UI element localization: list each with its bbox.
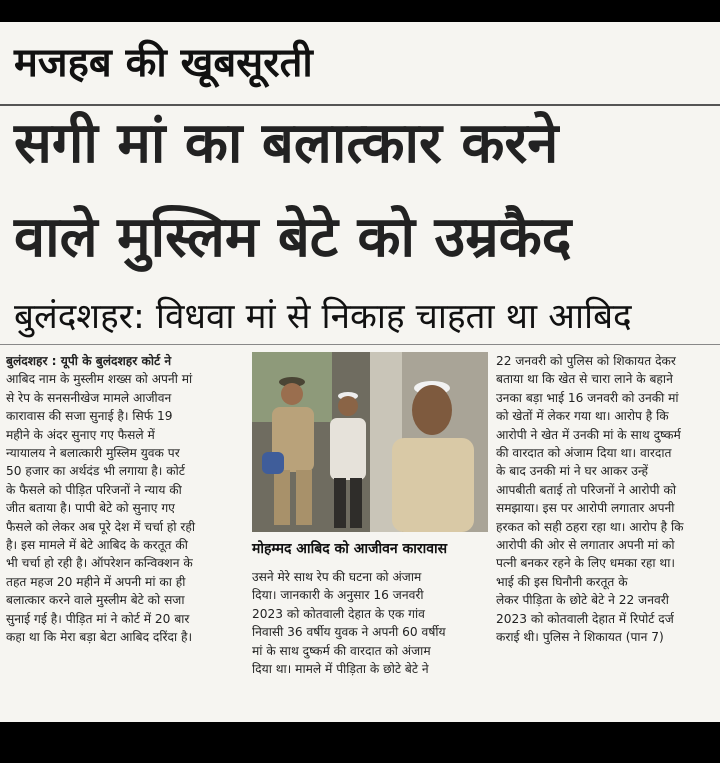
text-line: दिया। जानकारी के अनुसार 16 जनवरी: [252, 588, 424, 603]
text-line: निवासी 36 वर्षीय युवक ने अपनी 60 वर्षीय: [252, 625, 446, 640]
text-line: आपबीती बताई तो परिजनों ने आरोपी को: [496, 482, 676, 497]
subheadline: बुलंदशहर: विधवा मां से निकाह चाहता था आबिद: [14, 297, 632, 337]
kicker-title: मजहब की खूबसूरती: [14, 40, 313, 86]
text-line: 22 जनवरी को पुलिस को शिकायत देकर: [496, 354, 676, 368]
headline-line-1: सगी मां का बलात्कार करने: [14, 111, 559, 176]
text-line: है। इस मामले में बेटे आबिद के करतूत की: [6, 538, 188, 553]
text-line: लेकर पीड़िता के छोटे बेटे ने 22 जनवरी: [496, 593, 669, 608]
text-line: से रेप के सनसनीखेज मामले आजीवन: [6, 390, 172, 405]
text-line: 2023 को कोतवाली देहात में रिपोर्ट दर्ज: [496, 611, 674, 626]
text-line: कराई थी। पुलिस ने शिकायत (पान 7): [496, 630, 664, 645]
text-line: हरकत को सही ठहरा रहा था। आरोप है कि: [496, 519, 684, 534]
text-line: आरोपी ने खेत में उनकी मां के साथ दुष्कर्म: [496, 427, 681, 442]
text-line: जीत बताया है। पापी बेटे को सुनाए गए: [6, 501, 175, 516]
headline-line-2: वाले मुस्लिम बेटे को उम्रकैद: [14, 205, 572, 270]
text-line: कारावास की सजा सुनाई है। सिर्फ 19: [6, 409, 173, 424]
text-line: बुलंदशहर : यूपी के बुलंदशहर कोर्ट ने: [6, 354, 172, 368]
text-line: पत्नी बनकर रहने के लिए धमका रहा था।: [496, 556, 675, 571]
text-line: सुनाई गई है। पीड़ित मां ने कोर्ट में 20 बार: [6, 611, 190, 626]
text-line: बलात्कार करने वाले मुस्लीम बेटे को सजा: [6, 593, 185, 608]
text-line: 50 हजार का अर्थदंड भी लगाया है। कोर्ट: [6, 464, 185, 479]
news-photo: [252, 352, 488, 532]
text-line: दिया था। मामले में पीड़िता के छोटे बेटे ने: [252, 662, 429, 677]
text-line: उनका बड़ा भाई 16 जनवरी को उनकी मां: [496, 390, 679, 405]
article-column-3: [496, 352, 714, 647]
text-line: समझाया। इस पर आरोपी लगातार अपनी: [496, 501, 675, 516]
text-line: भाई की इस घिनौनी करतूत के: [496, 574, 628, 589]
newspaper-clipping: [0, 22, 720, 722]
text-line: फैसले को लेकर अब पूरे देश में चर्चा हो रही: [6, 519, 195, 534]
text-line: 2023 को कोतवाली देहात के एक गांव: [252, 606, 425, 621]
text-line: के फैसले को पीड़ित परिजनों ने न्याय की: [6, 482, 182, 497]
text-line: उसने मेरे साथ रेप की घटना को अंजाम: [252, 570, 422, 584]
text-line: मां के साथ दुष्कर्म की वारदात को अंजाम: [252, 643, 431, 658]
text-line: आरोपी की ओर से लगातार अपनी मां को: [496, 538, 675, 553]
article-column-2: [252, 568, 488, 678]
photo-illustration: [252, 352, 488, 532]
text-line: तहत महज 20 महीने में अपनी मां का ही: [6, 574, 186, 589]
text-line: को खेतों में लेकर गया था। आरोप है कि: [496, 409, 669, 424]
text-line: की वारदात को अंजाम दिया था। वारदात: [496, 446, 672, 461]
text-line: महीने के अंदर सुनाए गए फैसले में: [6, 427, 155, 442]
text-line: बताया था कि खेत से चारा लाने के बहाने: [496, 372, 673, 387]
article-column-1: [6, 352, 246, 647]
text-line: न्यायालय ने बलात्कारी मुस्लिम युवक पर: [6, 446, 180, 461]
text-line: कहा था कि मेरा बड़ा बेटा आबिद दरिंदा है।: [6, 630, 193, 645]
photo-caption: मोहम्मद आबिद को आजीवन कारावास: [252, 541, 448, 557]
text-line: के बाद उनकी मां ने घर आकर उन्हें: [496, 464, 649, 479]
divider: [0, 104, 720, 106]
divider: [0, 344, 720, 345]
text-line: भी चर्चा हो रही है। ऑपरेशन कन्विक्शन के: [6, 556, 193, 571]
text-line: आबिद नाम के मुस्लीम शख्स को अपनी मां: [6, 372, 193, 387]
